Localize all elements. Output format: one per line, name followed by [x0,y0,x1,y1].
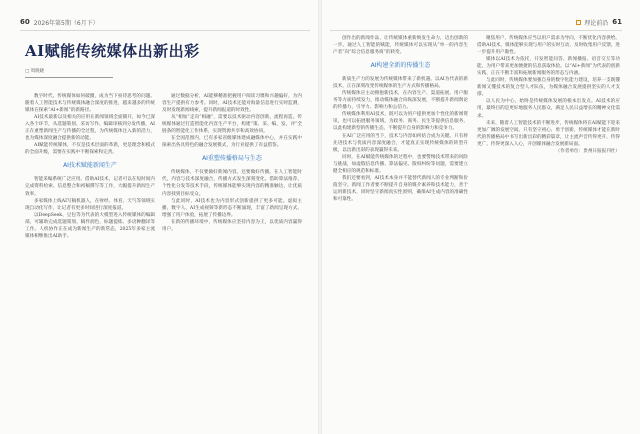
right-page-header [576,17,622,27]
byline-rule [25,77,113,78]
byline: □ 周晓晓 [25,69,45,74]
article-title: AI赋能传统媒体出新出彩 [25,42,200,60]
paragraph: 与此同时，传统媒体要加强自身的数字化能力建设，培养一支既懂新闻又懂技术的复合型人才队伍，为媒体融合发展提供坚实的人才支撑。 [477,78,620,98]
issue-label: 2026年第5期（6月下） [33,19,99,27]
section-heading-3: AI构建全新的传播生态 [370,62,431,70]
paragraph: 在新的传播环境中，传统媒体应坚持内容为王，以优质内容赢得用户。 [162,219,302,232]
paragraph: 通过数据分析，AI能够精准把握用户阅读习惯和兴趣偏好，为内容生产提供有力参考。同时，AI技术还能对海量信息进行实时监测，及时发现新闻线索，提升新闻报道的时效性。 [162,94,302,114]
paragraph: 传统媒体利用AI技术，既可以为用户提供更加个性化的新闻资讯，也可以拓展服务领域，为政务、商务、民生等提供信息服务，以此构建新型的传播生态，不断提升自身的影响力和竞争力。 [333,112,468,132]
left-header-rule [20,30,310,31]
paragraph: 以DeepSeek、豆包等为代表的大模型进入传统媒体的编辑部，可辅助完成选题策划、稿件润色、标题提炼、多语种翻译等工作。人机协作正在成为新闻生产的新常态，2025年多家主流媒体相继推出AI助手。 [25,212,155,239]
right-page-number: 61 [612,18,622,26]
paragraph: 在全国范围内，已有多家省级媒体建成融媒体中心，并在实践中探索出各具特色的融合发展模式，为行业提供了有益借鉴。 [162,136,302,149]
column-3 [333,35,468,423]
paragraph: AI技术最新以及相关的应用在新闻领域全面铺开，如今已深入各个环节，从选题策划、采访写作、编辑审核到分发传播，AI正在重塑新闻生产与传播的全过程，为传统媒体注入新的活力，也为媒体深度融合提供新的动能。 [25,115,155,142]
paragraph: 新质生产力的发展为传统媒体带来了新机遇。以AI为代表的新技术，正在深刻改变传统媒体的生产方式和传播格局。 [333,77,468,90]
paragraph: 聚焦用户，传统媒体应当以用户需求为导向，不断优化内容供给。借助AI技术，媒体能够实现与用户的实时互动，及时收集用户反馈，进一步提升用户黏性。 [477,36,620,56]
paragraph: 在AI广泛应用的当下，技术与内容如何结合成为关键。只有将先进技术与优质内容深度融合，才能真正实现传统媒体的转型升级，以出新出彩的表现赢得未来。 [333,133,468,153]
left-page-header [20,17,99,27]
section-heading-1: AI技术赋能新闻生产 [63,162,117,170]
paragraph: 未来，随着人工智能技术的不断进步，传统媒体将在AI赋能下迎来更加广阔的发展空间。只有坚守初心、勇于创新，传统媒体才能在新时代的传播格局中书写出新出彩的精彩篇章，让主流声音传得更开、传得更广、传得更深入人心，开创媒体融合发展新局面。 [477,120,620,147]
left-page-number: 60 [20,18,30,26]
right-header-rule [330,30,622,31]
paragraph: 与此同时，AI技术也为内容形式创新提供了更多可能。虚拟主播、数字人、AI生成视频等新形态不断涌现，丰富了新闻呈现方式，增强了用户体验，拓展了传播边界。 [162,198,302,218]
paragraph: 传统媒体应主动拥抱新技术，在内容生产、渠道拓展、用户服务等方面持续发力，推动媒体融合向纵深发展，不断提升新闻舆论的传播力、引导力、影响力和公信力。 [333,91,468,111]
column-1 [25,93,155,423]
paragraph: 传统媒体，不仅要做好新闻内容，还要做好传播。在人工智能时代，内容与技术深度融合，传播方式发生深刻变化。借助算法推荐、个性化分发等技术手段，传统媒体能够实现内容的精准触达，让优质内容找到目标受众。 [162,170,302,197]
page-gutter [318,0,322,434]
paragraph: 媒体以AI技术为依托，开发智能问答、新闻播报、语音交互等功能，为用户带来更加便捷的信息获取体验。以“AI+新闻”为代表的创新实践，正在不断丰富和拓展新闻服务的形态与内涵。 [477,57,620,77]
column-4 [477,35,620,425]
column-2 [162,93,302,423]
section-label: 理论前沿 [584,19,609,27]
section-heading-2: AI重塑传播格局与生态 [202,155,262,163]
paragraph: 以人民为中心，始终是传统媒体发展的根本出发点。AI技术的应用，最终目的是更好地服务人民群众，满足人民日益增长的精神文化需求。 [477,99,620,119]
paragraph: 多家媒体上线AI写稿机器人，在财经、体育、天气等领域实现自动化写作，让记者有更多时间进行深度报道。 [25,198,155,211]
author-affiliation: （作者单位：贵州日报报刊社） [555,148,620,154]
paragraph: 从“相加”走向“相融”，需要以技术驱动内容创新、流程再造。传统媒体通过打造智能化内容生产平台，构建“策、采、编、发、评”全链条的智能化工作体系，实现资源共享和高效协同。 [162,115,302,135]
paragraph: 数字时代，传统媒体如何破圈，成为当下亟待思考的问题。随着人工智能技术与传统媒体融合深度的推进，越来越多的传统媒体在探索“AI+新闻”的新路径。 [25,94,155,114]
paragraph: 同时，在AI赋能传统媒体的过程中，也要警惕技术带来的风险与挑战，如虚假信息传播、算法偏见、版权纠纷等问题，需要建立健全相应的规范和标准。 [333,154,468,174]
paragraph: 创作出的新闻作品，让传统媒体重新焕发生命力，迈出创新的一步。通过人工智能的赋能，传统媒体可以实现从“单一的内容生产者”向“综合信息服务商”的转变。 [333,36,468,56]
section-square-icon [576,20,581,25]
paragraph: AI赋能传统媒体，不仅是技术层面的革新，更是理念和模式的全面升级，需要在实践中不断探索和完善。 [25,143,155,156]
paragraph: 我们还要看到，AI技术本身并不能替代新闻人的专业判断和价值坚守。新闻工作者要不断提升自身的媒介素养和技术能力，善于运用新技术，同时坚守新闻真实性原则，确保AI生成内容的准确性和可靠性。 [333,175,468,202]
paragraph: 智能采编系统广泛应用。借助AI技术，记者可以在短时间内完成资料检索、信息整合和初稿撰写等工作，大幅提升新闻生产效率。 [25,177,155,197]
